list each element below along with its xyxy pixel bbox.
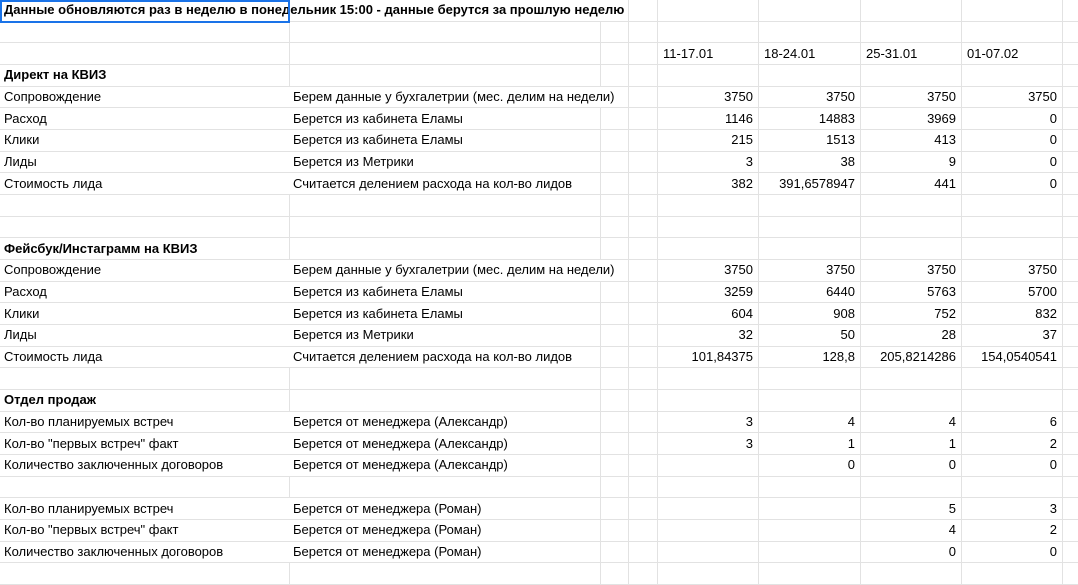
- banner-cell[interactable]: Данные обновляются раз в неделю в понедельник 15:00 - данные берутся за прошлую неделю: [0, 0, 628, 21]
- cell-value[interactable]: 37: [1042, 327, 1057, 343]
- cell-label[interactable]: Кол-во "первых встреч" факт: [0, 433, 182, 454]
- cell-value[interactable]: 215: [731, 132, 753, 148]
- cell-value[interactable]: 3: [745, 413, 753, 429]
- cell-label[interactable]: Клики: [0, 130, 43, 151]
- cell-value[interactable]: 3750: [1028, 88, 1057, 104]
- sheet-row: [0, 108, 1078, 130]
- cell-value[interactable]: 3750: [724, 88, 753, 104]
- cell-value[interactable]: 0: [1049, 110, 1057, 126]
- cell-label[interactable]: Лиды: [0, 325, 41, 346]
- cell-source[interactable]: Берем данные у бухгалетрии (мес. делим на недели): [289, 87, 619, 108]
- cell-value[interactable]: 50: [840, 327, 855, 343]
- cell-value[interactable]: 3750: [826, 262, 855, 278]
- sheet-row: [0, 282, 1078, 304]
- cell-value[interactable]: 1: [948, 435, 956, 451]
- week-header[interactable]: 01-07.02: [967, 45, 1019, 61]
- cell-value[interactable]: [658, 498, 753, 519]
- sheet-row: [0, 390, 1078, 412]
- cell-label[interactable]: Расход: [0, 282, 51, 303]
- cell-source[interactable]: Берется из кабинета Еламы: [289, 108, 467, 129]
- cell-value[interactable]: 205,8214286: [880, 348, 956, 364]
- cell-value[interactable]: 128,8: [822, 348, 855, 364]
- cell-value[interactable]: 1513: [826, 132, 855, 148]
- cell-label[interactable]: Количество заключенных договоров: [0, 455, 227, 476]
- cell-label[interactable]: Клики: [0, 303, 43, 324]
- sheet-row: [0, 303, 1078, 325]
- cell-label[interactable]: Стоимость лида: [0, 347, 106, 368]
- cell-value[interactable]: [759, 520, 855, 541]
- cell-source[interactable]: Берется от менеджера (Александр): [289, 455, 512, 476]
- cell-label[interactable]: Лиды: [0, 152, 41, 173]
- cell-value[interactable]: 752: [934, 305, 956, 321]
- cell-value[interactable]: 441: [934, 175, 956, 191]
- cell-value[interactable]: 5700: [1028, 283, 1057, 299]
- sheet-row: [0, 520, 1078, 542]
- cell-value[interactable]: 0: [1049, 457, 1057, 473]
- cell-value[interactable]: [658, 455, 753, 476]
- cell-value[interactable]: 0: [1049, 132, 1057, 148]
- cell-value[interactable]: [658, 520, 753, 541]
- cell-label[interactable]: Кол-во "первых встреч" факт: [0, 520, 182, 541]
- sheet-row: [0, 0, 1078, 22]
- cell-source[interactable]: Берется от менеджера (Роман): [289, 498, 485, 519]
- cell-value[interactable]: 4: [948, 522, 956, 538]
- cell-value[interactable]: 3750: [826, 88, 855, 104]
- cell-value[interactable]: 3259: [724, 283, 753, 299]
- cell-value[interactable]: [759, 498, 855, 519]
- cell-source[interactable]: Берется из кабинета Еламы: [289, 303, 467, 324]
- sheet-row: [0, 347, 1078, 369]
- section-title[interactable]: Отдел продаж: [0, 390, 100, 411]
- cell-source[interactable]: Берем данные у бухгалетрии (мес. делим на недели): [289, 260, 619, 281]
- sheet-row: [0, 173, 1078, 195]
- sheet-row: [0, 542, 1078, 564]
- cell-value[interactable]: 3: [1049, 500, 1057, 516]
- cell-value[interactable]: 3750: [1028, 262, 1057, 278]
- week-header[interactable]: 25-31.01: [866, 45, 918, 61]
- sheet-row: [0, 433, 1078, 455]
- cell-source[interactable]: Берется от менеджера (Александр): [289, 433, 512, 454]
- cell-source[interactable]: Берется из Метрики: [289, 152, 418, 173]
- sheet-row: [0, 563, 1078, 585]
- sheet-row: [0, 498, 1078, 520]
- cell-value[interactable]: 0: [1049, 175, 1057, 191]
- cell-value[interactable]: 4: [948, 413, 956, 429]
- cell-value[interactable]: 2: [1049, 522, 1057, 538]
- cell-source[interactable]: Берется от менеджера (Роман): [289, 542, 485, 563]
- section-title[interactable]: Фейсбук/Инстаграмм на КВИЗ: [0, 238, 202, 259]
- sheet-row: [0, 152, 1078, 174]
- cell-value[interactable]: 3: [745, 153, 753, 169]
- cell-label[interactable]: Кол-во планируемых встреч: [0, 498, 177, 519]
- sheet-row: [0, 260, 1078, 282]
- cell-value[interactable]: 32: [738, 327, 753, 343]
- sheet-row: [0, 455, 1078, 477]
- sheet-row: [0, 22, 1078, 44]
- cell-label[interactable]: Расход: [0, 108, 51, 129]
- sheet-row: [0, 65, 1078, 87]
- cell-value[interactable]: 604: [731, 305, 753, 321]
- cell-source[interactable]: Считается делением расхода на кол-во лидов: [289, 347, 576, 368]
- cell-value[interactable]: 0: [1049, 153, 1057, 169]
- cell-value[interactable]: 101,84375: [691, 348, 753, 364]
- sheet-row: [0, 325, 1078, 347]
- cell-source[interactable]: Берется из кабинета Еламы: [289, 282, 467, 303]
- week-header[interactable]: 18-24.01: [764, 45, 816, 61]
- cell-value[interactable]: 4: [847, 413, 855, 429]
- cell-value[interactable]: 2: [1049, 435, 1057, 451]
- cell-value[interactable]: 6: [1049, 413, 1057, 429]
- sheet-row: [0, 238, 1078, 260]
- cell-label[interactable]: Кол-во планируемых встреч: [0, 412, 177, 433]
- sheet-row: [0, 87, 1078, 109]
- sheet-row: [0, 412, 1078, 434]
- cell-source[interactable]: Считается делением расхода на кол-во лидов: [289, 173, 576, 194]
- cell-value[interactable]: 28: [941, 327, 956, 343]
- cell-label[interactable]: Сопровождение: [0, 87, 105, 108]
- cell-value[interactable]: [658, 542, 753, 563]
- cell-value[interactable]: 382: [731, 175, 753, 191]
- cell-value[interactable]: 908: [833, 305, 855, 321]
- cell-value[interactable]: 3969: [927, 110, 956, 126]
- cell-value[interactable]: 3750: [927, 262, 956, 278]
- cell-value[interactable]: 0: [948, 457, 956, 473]
- cell-value[interactable]: 1: [847, 435, 855, 451]
- cell-label[interactable]: Сопровождение: [0, 260, 105, 281]
- cell-label[interactable]: Стоимость лида: [0, 173, 106, 194]
- cell-value[interactable]: 5763: [927, 283, 956, 299]
- cell-value[interactable]: 391,6578947: [779, 175, 855, 191]
- cell-value[interactable]: 0: [847, 457, 855, 473]
- cell-value[interactable]: 3750: [724, 262, 753, 278]
- section-title[interactable]: Директ на КВИЗ: [0, 65, 110, 86]
- sheet-row: [0, 477, 1078, 499]
- cell-source[interactable]: Берется от менеджера (Роман): [289, 520, 485, 541]
- cell-value[interactable]: 1146: [725, 110, 753, 126]
- sheet-row: [0, 368, 1078, 390]
- cell-value[interactable]: 0: [1049, 543, 1057, 559]
- cell-value[interactable]: 6440: [826, 283, 855, 299]
- cell-value[interactable]: 38: [840, 153, 855, 169]
- cell-value[interactable]: 154,0540541: [981, 348, 1057, 364]
- cell-value[interactable]: 5: [948, 500, 956, 516]
- cell-value[interactable]: 3: [745, 435, 753, 451]
- sheet-row: [0, 43, 1078, 65]
- cell-value[interactable]: 413: [934, 132, 956, 148]
- cell-value[interactable]: 14883: [818, 110, 855, 126]
- cell-value[interactable]: 3750: [927, 88, 956, 104]
- cell-source[interactable]: Берется от менеджера (Александр): [289, 412, 512, 433]
- cell-value[interactable]: 832: [1035, 305, 1057, 321]
- cell-source[interactable]: Берется из кабинета Еламы: [289, 130, 467, 151]
- cell-value[interactable]: [759, 542, 855, 563]
- sheet-row: [0, 130, 1078, 152]
- cell-value[interactable]: 0: [948, 543, 956, 559]
- sheet-row: [0, 217, 1078, 239]
- sheet-row: [0, 195, 1078, 217]
- cell-value[interactable]: 9: [948, 153, 956, 169]
- cell-label[interactable]: Количество заключенных договоров: [0, 542, 227, 563]
- cell-source[interactable]: Берется из Метрики: [289, 325, 418, 346]
- week-header[interactable]: 11-17.01: [663, 45, 714, 61]
